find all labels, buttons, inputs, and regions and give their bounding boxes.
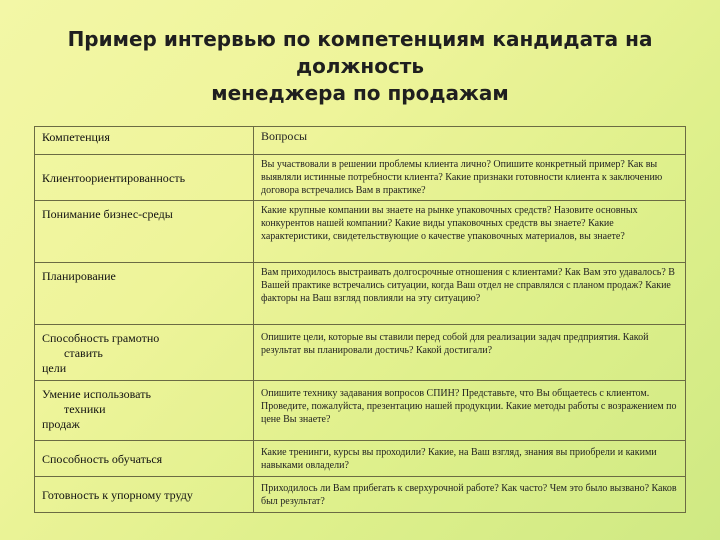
competency-cell: Готовность к упорному труду	[35, 477, 254, 513]
table-row	[35, 155, 686, 201]
competency-line: Умение использовать	[42, 387, 151, 401]
questions-cell: Приходилось ли Вам прибегать к сверхурочной работе? Как часто? Чем это было вызвано? Каков был результат?	[254, 477, 686, 513]
header-questions: Вопросы	[254, 127, 686, 155]
page-title	[40, 26, 680, 107]
competency-cell: Способность обучаться	[35, 441, 254, 477]
title-line-1: Пример интервью по компетенциям кандидата на	[67, 27, 653, 51]
competency-line: Способность грамотно	[42, 331, 160, 345]
table-row	[35, 201, 686, 263]
competency-line: цели	[42, 361, 67, 375]
title-line-3: менеджера по продажам	[211, 81, 509, 105]
competency-cell	[35, 381, 254, 441]
questions-cell: Вам приходилось выстраивать долгосрочные отношения с клиентами? Как Вам это удавалось? В Вашей практике встречались ситуации, когда Ваш отдел не справлялся с планом продаж? Какие факторы на Ваш взгляд повлияли на эту ситуацию?	[254, 263, 686, 325]
competency-cell: Планирование	[35, 263, 254, 325]
questions-cell: Опишите цели, которые вы ставили перед собой для реализации задач предприятия. Какой результат вы планировали достичь? Какой достигали?	[254, 325, 686, 381]
competency-line: продаж	[42, 417, 80, 431]
competency-cell: Клиентоориентированность	[35, 155, 254, 201]
title-line-2: должность	[295, 54, 425, 78]
competency-cell	[35, 325, 254, 381]
header-competency: Компетенция	[35, 127, 254, 155]
table-row	[35, 381, 686, 441]
table-row	[35, 263, 686, 325]
table-header-row	[35, 127, 686, 155]
questions-cell: Опишите технику задавания вопросов СПИН? Представьте, что Вы общаетесь с клиентом. Проведите, пожалуйста, презентацию нашей продукции. Какие методы работы с возражением по цене Вы знаете?	[254, 381, 686, 441]
questions-cell: Какие крупные компании вы знаете на рынке упаковочных средств? Назовите основных конкурентов нашей компании? Какие виды упаковочных средств вы знаете? Какие характеристики, свидетельствующие о качестве упаковочных материалов, вы знаете?	[254, 201, 686, 263]
competency-table	[34, 126, 686, 513]
competency-cell: Понимание бизнес-среды	[35, 201, 254, 263]
table-row	[35, 325, 686, 381]
questions-cell: Вы участвовали в решении проблемы клиента лично? Опишите конкретный пример? Как вы выявляли истинные потребности клиента? Какие признаки готовности клиента к заключению договора встречались Вам в практике?	[254, 155, 686, 201]
table-row	[35, 477, 686, 513]
competency-line: ставить	[64, 346, 103, 360]
questions-cell: Какие тренинги, курсы вы проходили? Какие, на Ваш взгляд, знания вы приобрели и какими навыками овладели?	[254, 441, 686, 477]
competency-line: техники	[64, 402, 106, 416]
table-row	[35, 441, 686, 477]
